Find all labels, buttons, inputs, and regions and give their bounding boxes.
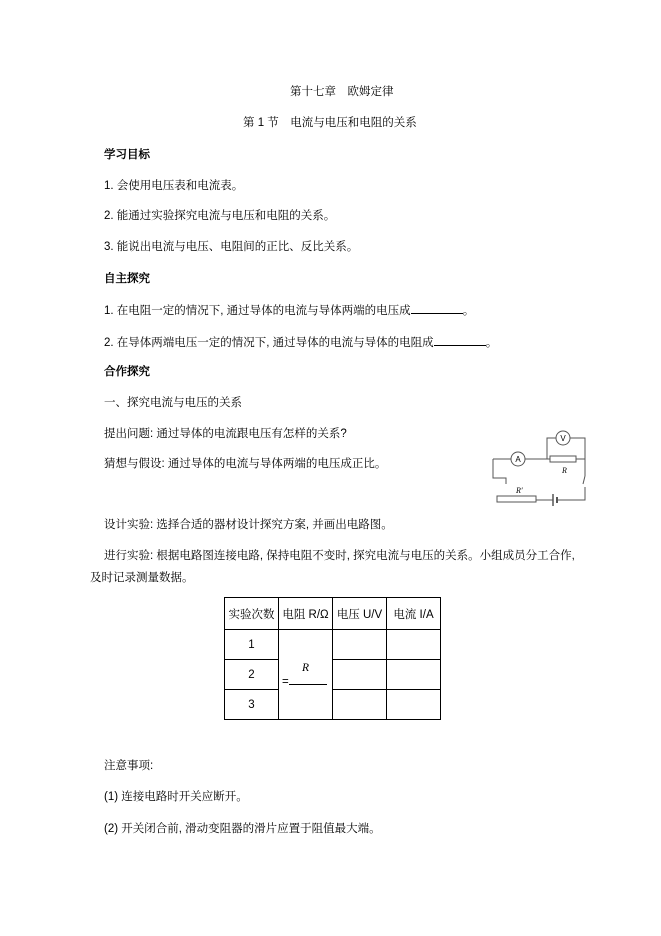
- note-item: (1) 连接电路时开关应断开。: [104, 791, 248, 803]
- self-study-item: [104, 335, 497, 350]
- r-label: R: [301, 661, 310, 674]
- header-cell: 电流 I/A: [387, 598, 441, 630]
- rheostat-label: R′: [516, 486, 523, 495]
- self-study-item: [104, 303, 474, 318]
- answer-blank[interactable]: [434, 335, 486, 346]
- item-text: 1. 在电阻一定的情况下, 通过导体的电流与导体两端的电压成: [104, 305, 411, 317]
- item-end: 。: [462, 305, 475, 317]
- coop-heading: 合作探究: [104, 366, 150, 378]
- header-cell: 电阻 R/Ω: [279, 598, 333, 630]
- trial-number: 3: [225, 690, 279, 720]
- trial-number: 1: [225, 630, 279, 660]
- goal-item: 2. 能通过实验探究电流与电压和电阻的关系。: [104, 210, 336, 222]
- self-study-heading: 自主探究: [104, 273, 150, 285]
- notes-heading: 注意事项:: [104, 760, 154, 772]
- current-cell[interactable]: [387, 630, 441, 660]
- data-table: [224, 597, 441, 720]
- goals-heading: 学习目标: [104, 149, 150, 161]
- hypothesis-text: 猜想与假设: 通过导体的电流与导体两端的电压成正比。: [104, 458, 387, 470]
- coop-subheading: 一、探究电流与电压的关系: [104, 397, 242, 409]
- voltage-cell[interactable]: [333, 690, 387, 720]
- header-cell: 实验次数: [225, 598, 279, 630]
- chapter-title: 第十七章 欧姆定律: [290, 86, 394, 98]
- current-cell[interactable]: [387, 660, 441, 690]
- note-item: (2) 开关闭合前, 滑动变阻器的滑片应置于阻值最大端。: [104, 823, 381, 835]
- item-text: 2. 在导体两端电压一定的情况下, 通过导体的电流与导体的电阻成: [104, 337, 434, 349]
- resistance-cell[interactable]: [279, 630, 333, 720]
- resistor-label: R: [562, 466, 567, 475]
- conduct-text-cont: 及时记录测量数据。: [90, 572, 194, 584]
- circuit-diagram: [490, 428, 590, 506]
- voltage-cell[interactable]: [333, 630, 387, 660]
- goal-item: 3. 能说出电流与电压、电阻间的正比、反比关系。: [104, 241, 359, 253]
- item-end: 。: [485, 337, 498, 349]
- voltage-cell[interactable]: [333, 660, 387, 690]
- answer-blank[interactable]: [411, 303, 463, 314]
- design-text: 设计实验: 选择合适的器材设计探究方案, 并画出电路图。: [104, 519, 393, 531]
- trial-number: 2: [225, 660, 279, 690]
- section-title: 第 1 节 电流与电压和电阻的关系: [243, 117, 417, 129]
- current-cell[interactable]: [387, 690, 441, 720]
- voltmeter-label: V: [560, 434, 566, 443]
- conduct-text: 进行实验: 根据电路图连接电路, 保持电阻不变时, 探究电流与电压的关系。小组成员分工合作,: [104, 550, 575, 562]
- ammeter-label: A: [515, 455, 521, 464]
- r-equals: =: [282, 675, 289, 688]
- header-cell: 电压 U/V: [333, 598, 387, 630]
- goal-item: 1. 会使用电压表和电流表。: [104, 180, 244, 192]
- question-text: 提出问题: 通过导体的电流跟电压有怎样的关系?: [104, 428, 347, 440]
